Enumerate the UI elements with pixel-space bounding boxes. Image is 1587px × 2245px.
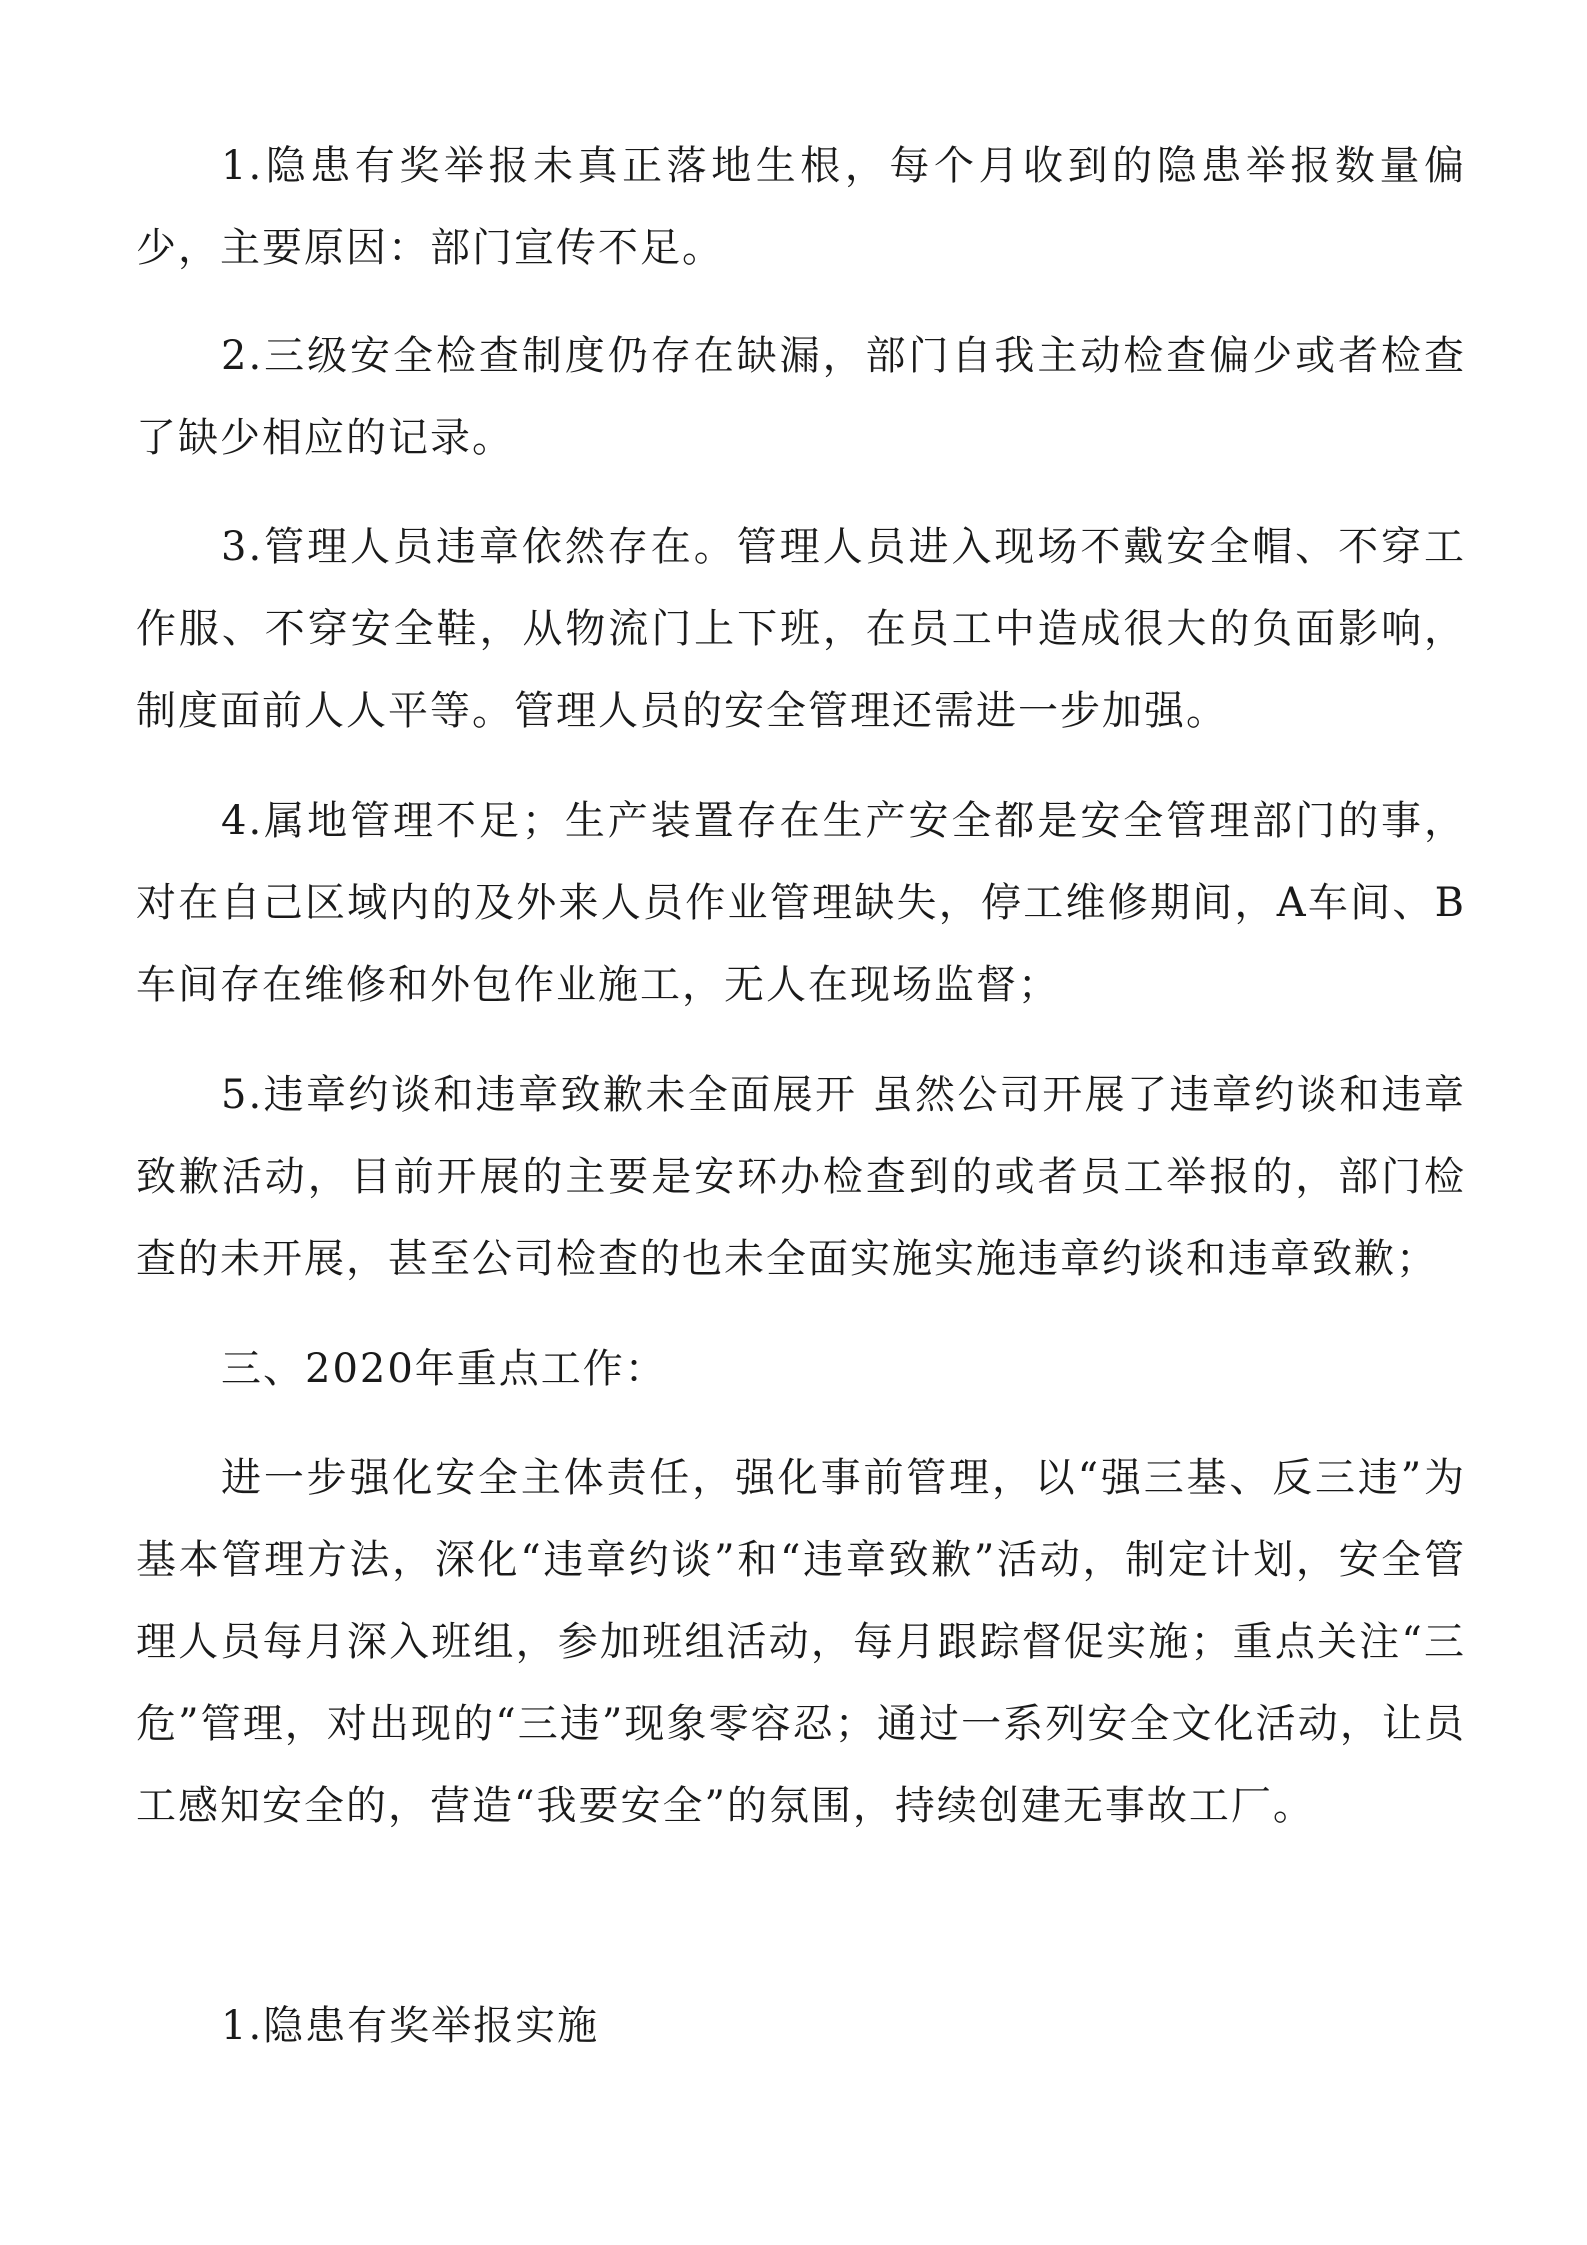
paragraph-6: 进一步强化安全主体责任，强化事前管理，以“强三基、反三违”为基本管理方法，深化“违章约谈”和“违章致歉”活动，制定计划，安全管理人员每月深入班组，参加班组活动，每月跟踪督促实施；重点关注“三危”管理，对出现的“三违”现象零容忍；通过一系列安全文化活动，让员工感知安全的，营造“我要安全”的氛围，持续创建无事故工厂。 — [136, 1455, 1466, 1829]
paragraph-7: 1.隐患有奖举报实施 — [221, 2003, 600, 2049]
paragraph-1: 1.隐患有奖举报未真正落地生根，每个月收到的隐患举报数量偏少，主要原因：部门宣传不足。 — [136, 143, 1466, 271]
section-heading: 三、2020年重点工作： — [221, 1346, 667, 1392]
paragraph-2: 2.三级安全检查制度仍存在缺漏，部门自我主动检查偏少或者检查了缺少相应的记录。 — [136, 333, 1466, 461]
paragraph-4: 4.属地管理不足；生产装置存在生产安全都是安全管理部门的事，对在自己区域内的及外来人员作业管理缺失，停工维修期间，A车间、B车间存在维修和外包作业施工，无人在现场监督； — [136, 798, 1466, 1008]
paragraph-5: 5.违章约谈和违章致歉未全面展开 虽然公司开展了违章约谈和违章致歉活动，目前开展的主要是安环办检查到的或者员工举报的，部门检查的未开展，甚至公司检查的也未全面实施实施违章约谈和违章致歉； — [136, 1072, 1466, 1282]
paragraph-3: 3.管理人员违章依然存在。管理人员进入现场不戴安全帽、不穿工作服、不穿安全鞋，从物流门上下班，在员工中造成很大的负面影响，制度面前人人平等。管理人员的安全管理还需进一步加强。 — [136, 524, 1466, 734]
